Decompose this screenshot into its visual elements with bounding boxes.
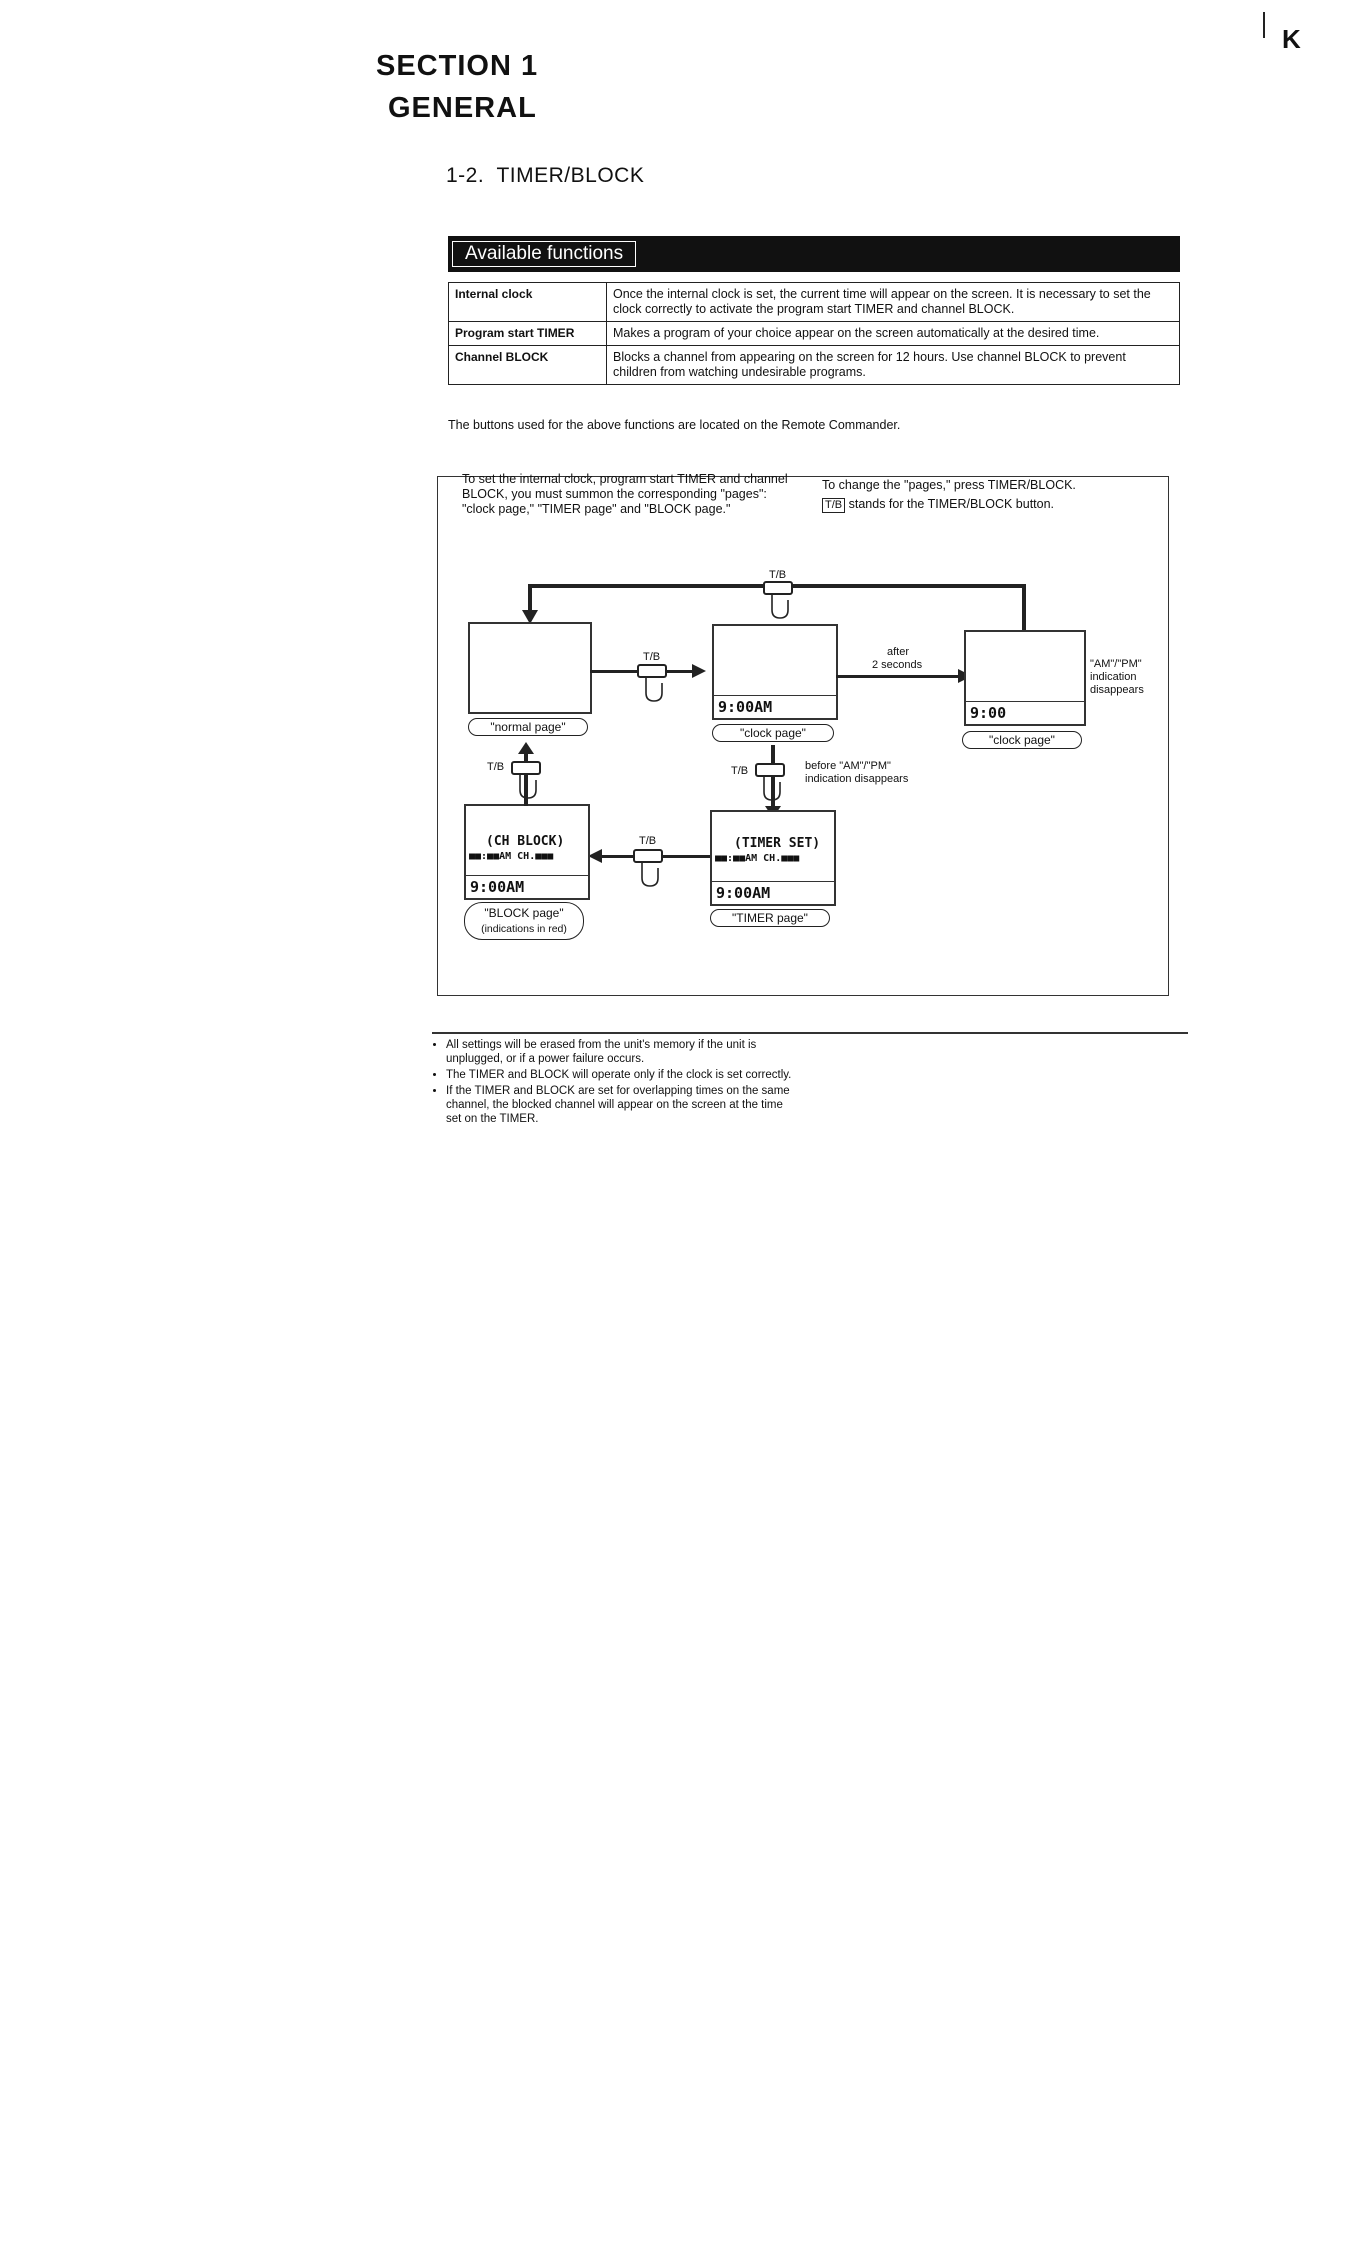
note-item: • The TIMER and BLOCK will operate only if the clock is set correctly. (446, 1068, 792, 1082)
tb-label-3: T/B (639, 835, 657, 847)
tv-screen-normal (468, 622, 592, 714)
note-item: • If the TIMER and BLOCK are set for overlapping times on the same channel, the blocked channel will appear on the screen at the time set on the TIMER. (446, 1084, 792, 1126)
tb-key-label: T/B (822, 498, 845, 513)
notes-divider (432, 1032, 1188, 1034)
available-functions-banner (448, 236, 1180, 272)
ampm-note-line: indication (1090, 671, 1137, 683)
screen-time: 9:00 (970, 704, 1007, 722)
tb-label-1: T/B (643, 651, 661, 663)
arrow-left-icon (588, 849, 602, 863)
clock-page-2-label: "clock page" (962, 731, 1082, 749)
tb-label-2: T/B (731, 765, 749, 777)
tb-button-icon (636, 663, 670, 703)
timer-set-line: ■■:■■AM CH.■■■ (715, 853, 800, 864)
intro-right-line-2 (822, 497, 1162, 513)
tv-screen-block (464, 804, 590, 900)
arrow-right-icon (692, 664, 706, 678)
function-name: Internal clock (449, 283, 607, 322)
screen-divider (966, 701, 1084, 702)
notes-list (432, 1038, 792, 1128)
diagram-intro: To set the internal clock, program start TIMER and channel BLOCK, you must summon the corresponding "pages": "clock page," "TIMER page" and "BLOCK page." (462, 472, 788, 516)
before-ampm-note (805, 760, 908, 786)
arrow-line (836, 675, 960, 678)
tv-screen-clock (712, 624, 838, 720)
tb-button-icon (762, 580, 796, 620)
screen-divider (712, 881, 834, 882)
normal-page-label: "normal page" (468, 718, 588, 736)
intro-right-text: stands for the TIMER/BLOCK button. (848, 497, 1055, 511)
tb-label-4: T/B (487, 761, 505, 773)
indication-disappears-line: indication disappears (805, 773, 909, 785)
function-desc: Makes a program of your choice appear on the screen automatically at the desired time. (607, 322, 1180, 346)
table-row (449, 322, 1180, 346)
table-row (449, 346, 1180, 385)
section-heading: GENERAL (388, 92, 537, 124)
tv-screen-clock-2 (964, 630, 1086, 726)
function-name: Program start TIMER (449, 322, 607, 346)
available-functions-title: Available functions (452, 241, 636, 267)
functions-table (448, 282, 1180, 385)
function-name: Channel BLOCK (449, 346, 607, 385)
block-page-sub: (indications in red) (481, 923, 567, 935)
tb-button-icon (510, 760, 544, 800)
subsection-title: 1-2. TIMER/BLOCK (446, 164, 645, 187)
arrow-up-icon (518, 742, 534, 754)
tb-button-icon (754, 762, 788, 802)
corner-rule (1263, 12, 1265, 38)
ch-block-line: ■■:■■AM CH.■■■ (469, 851, 554, 862)
two-seconds-label: 2 seconds (872, 659, 923, 671)
function-desc: Blocks a channel from appearing on the screen for 12 hours. Use channel BLOCK to prevent children from watching undesirable programs. (607, 346, 1180, 385)
screen-divider (714, 695, 836, 696)
corner-mark: K (1282, 24, 1301, 54)
ampm-note (1090, 658, 1144, 697)
screen-divider (466, 875, 588, 876)
section-title: SECTION 1 (376, 50, 539, 82)
timer-page-label: "TIMER page" (710, 909, 830, 927)
ch-block-text: (CH BLOCK) (486, 834, 565, 849)
before-ampm-line: before "AM"/"PM" (805, 760, 891, 772)
screen-time: 9:00AM (470, 878, 525, 896)
tb-label-top: T/B (769, 569, 787, 581)
buttons-note: The buttons used for the above functions are located on the Remote Commander. (448, 418, 901, 432)
function-desc: Once the internal clock is set, the current time will appear on the screen. It is necessary to set the clock correctly to activate the program start TIMER and channel BLOCK. (607, 283, 1180, 322)
screen-time: 9:00AM (716, 884, 771, 902)
loop-line-right (1022, 588, 1026, 632)
tv-screen-timer (710, 810, 836, 906)
diagram-intro-right (822, 478, 1162, 513)
block-page-title: "BLOCK page" (484, 906, 564, 920)
screen-time: 9:00AM (718, 698, 773, 716)
intro-right-line: To change the "pages," press TIMER/BLOCK. (822, 478, 1076, 492)
ampm-note-line: "AM"/"PM" (1090, 658, 1142, 670)
note-item: • All settings will be erased from the unit's memory if the unit is unplugged, or if a power failure occurs. (446, 1038, 792, 1066)
timer-set-text: (TIMER SET) (734, 836, 821, 851)
tb-button-icon (632, 848, 666, 888)
ampm-note-line: disappears (1090, 684, 1144, 696)
block-page-label (464, 902, 584, 940)
clock-page-label: "clock page" (712, 724, 834, 742)
after-label: after (887, 646, 910, 658)
table-row (449, 283, 1180, 322)
